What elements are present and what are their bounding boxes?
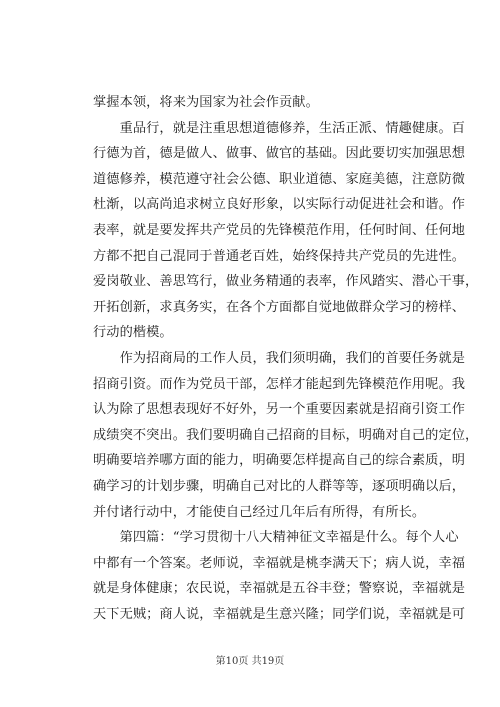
- text-line: 方都不把自己混同于普通老百姓，始终保持共产党员的先进性。: [93, 248, 466, 264]
- text-line: 中都有一个答案。老师说，幸福就是桃李满天下；病人说，幸福: [93, 555, 466, 571]
- text-line: 明确要培养哪方面的能力，明确要怎样提高自己的综合素质，明: [93, 453, 466, 469]
- text-line: 并付诸行动中，才能使自己经过几年后有所得，有所长。: [93, 504, 426, 520]
- text-line: 招商引资。而作为党员干部，怎样才能起到先锋模范作用呢。我: [93, 376, 466, 392]
- body-text: [93, 90, 479, 627]
- text-line: 第四篇：“学习贯彻十八大精神征文幸福是什么。每个人心: [93, 530, 459, 546]
- text-line: 开拓创新，求真务实，在各个方面都自觉地做群众学习的榜样、: [93, 299, 466, 315]
- text-line: 表率，就是要发挥共产党员的先锋模范作用，任何时间、任何地: [93, 222, 466, 238]
- text-line: 杜渐，以高尚追求树立良好形象，以实际行动促进社会和谐。作: [93, 197, 466, 213]
- text-line: 爱岗敬业、善思笃行，做业务精通的表率，作风踏实、潜心干事，: [93, 274, 479, 290]
- text-line: 掌握本领，将来为国家为社会作贡献。: [93, 95, 319, 110]
- text-line: 认为除了思想表现好不好外，另一个重要因素就是招商引资工作: [93, 402, 466, 418]
- page-number-footer: 第10页 共19页: [215, 656, 285, 667]
- text-line: 就是身体健康；农民说，幸福就是五谷丰登；警察说，幸福就是: [93, 581, 466, 597]
- text-line: 天下无贼；商人说，幸福就是生意兴隆；同学们说，幸福就是可: [93, 606, 466, 622]
- text-line: 成绩突不突出。我们要明确自己招商的目标，明确对自己的定位，: [93, 427, 479, 443]
- text-line: 作为招商局的工作人员，我们须明确，我们的首要任务就是: [93, 350, 466, 366]
- text-line: 重品行，就是注重思想道德修养，生活正派、情趣健康。百: [93, 120, 466, 136]
- text-line: 道德修养，模范遵守社会公德、职业道德、家庭美德，注意防微: [93, 171, 466, 187]
- text-line: 确学习的计划步骤，明确自己对比的人群等等，逐项明确以后，: [93, 478, 466, 494]
- text-line: 行德为首，德是做人、做事、做官的基础。因此要切实加强思想: [93, 146, 466, 162]
- text-line: 行动的楷模。: [93, 325, 173, 341]
